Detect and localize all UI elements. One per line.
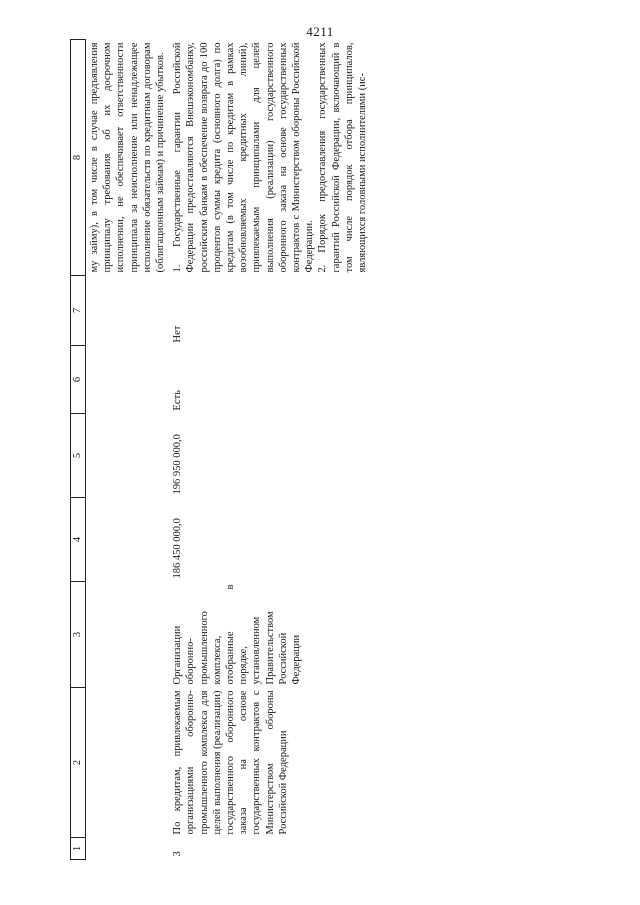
regress-cell: Есть	[172, 390, 184, 411]
header-row	[71, 40, 86, 860]
column-header: 7	[71, 276, 86, 346]
column-header: 5	[71, 414, 86, 498]
column-header: 2	[71, 688, 86, 838]
row-number: 3	[172, 851, 184, 857]
page-number: 4211	[306, 24, 334, 39]
column-header: 6	[71, 346, 86, 414]
purpose-cell: По кредитам, привлекаемым организациями оборонно-промышленного комплекса для целей выполнения (реализации) государственного оборонного заказа на основе государственных контрактов с Министерством обороны Российской Федерации	[172, 690, 289, 835]
conditions-cell	[169, 40, 371, 276]
column-header: 8	[71, 40, 86, 276]
guarantee-table	[70, 39, 371, 860]
column-header: 3	[71, 582, 86, 688]
conditions-continuation: му займу), в том числе в случае предъявления принципалу требования об их досрочном исполнении, не обеспечивает ответственности принципала за неисполнение или ненадлежащее исполнение обязательств по кредитным договорам (облигационным займам) и причинение убытков.	[89, 42, 167, 273]
rotated-table-container	[70, 40, 610, 860]
continuation-row	[86, 40, 170, 860]
principal-cell: Организации оборонно-промышленного комплекса, отобранные в порядке, установленном Правительством Российской Федерации	[172, 584, 303, 685]
other-cell: Нет	[172, 325, 184, 343]
amount-total-cell: 186 450 000,0	[172, 518, 184, 579]
amount-cell: 196 950 000,0	[172, 434, 184, 495]
condition-paragraph: 2. Порядок предоставления государственных гарантий Российской Федерации, включающий в том числе порядок отбора принципалов, являющихся головными исполнителями (ис-	[317, 42, 369, 273]
column-header: 1	[71, 838, 86, 860]
table-row	[169, 40, 371, 860]
column-header: 4	[71, 498, 86, 582]
condition-paragraph: 1. Государственные гарантии Российской Федерации предоставляются Внешэкономбанку, российским банкам в обеспечение возврата до 100 процентов суммы кредита (основного долга) по кредитам (в том числе по кредитам в рамках возобновляемых кредитных линий), привлекаемым принципалами для целей выполнения (реализации) государственного оборонного заказа на основе государственных контрактов с Министерством обороны Российской Федерации.	[172, 42, 316, 273]
